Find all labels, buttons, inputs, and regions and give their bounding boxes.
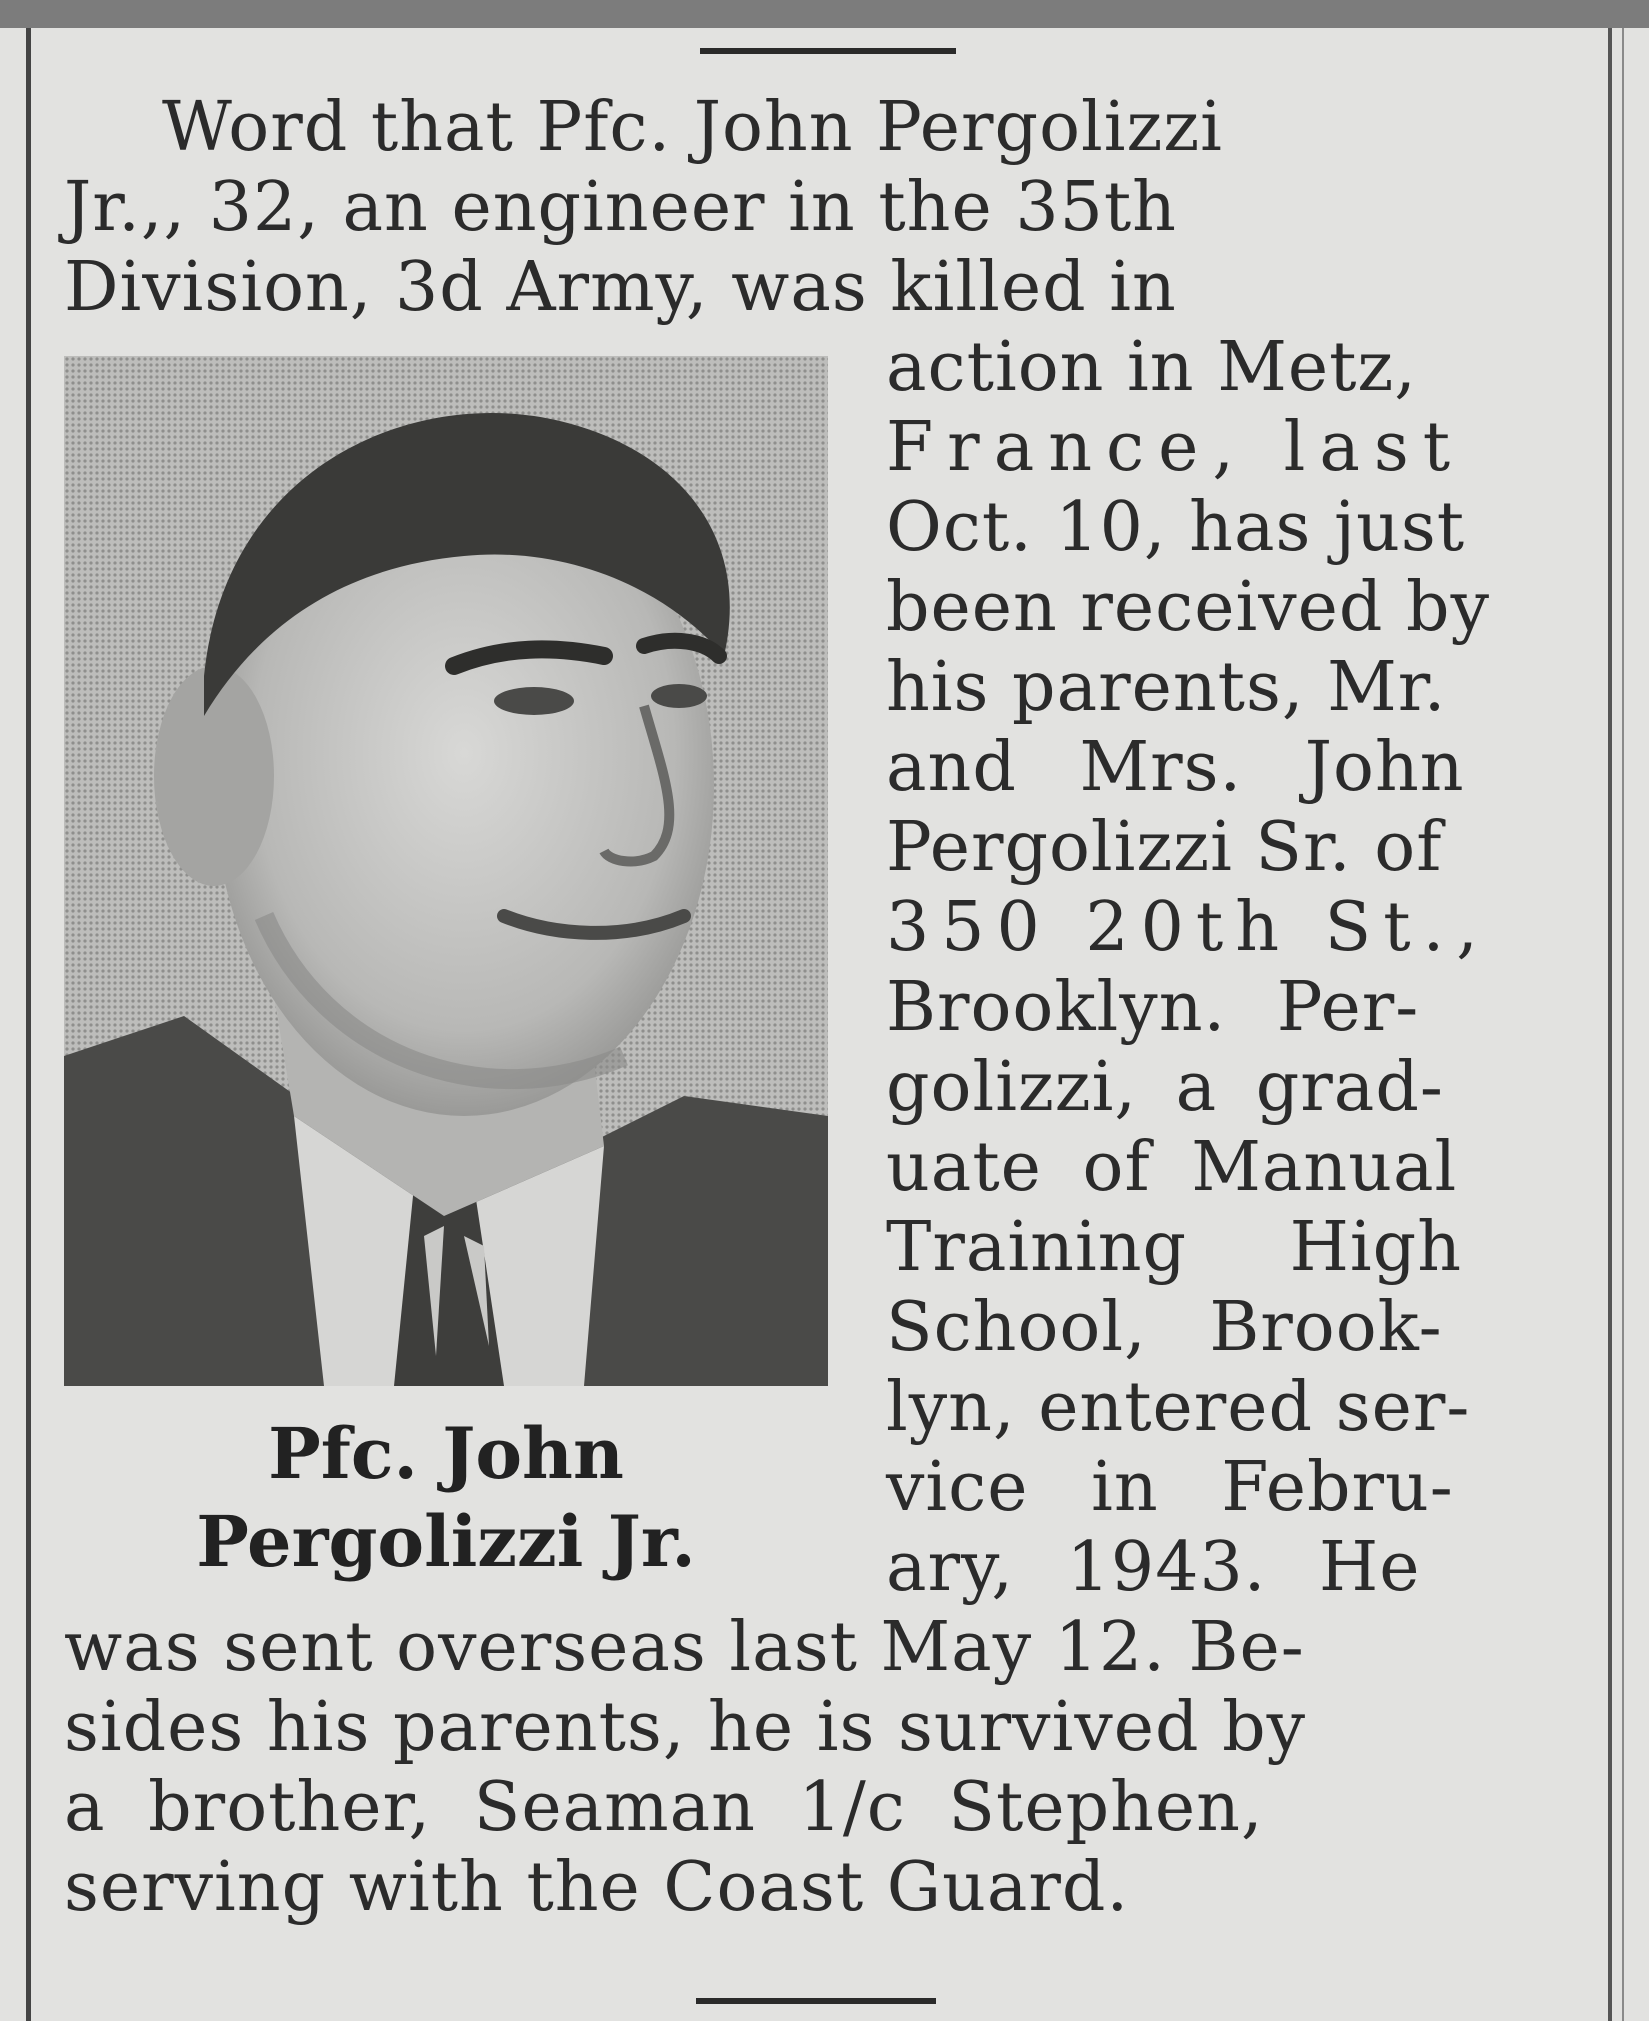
article-line-text: action in Metz, bbox=[886, 328, 1417, 407]
article-line-text: vice in Febru- bbox=[886, 1448, 1454, 1527]
article-line-text: uate of Manual bbox=[886, 1128, 1458, 1207]
article-line-text: lyn, entered ser- bbox=[886, 1368, 1471, 1447]
article-line-1 bbox=[162, 88, 1574, 168]
article-line-text: 350 20th St., bbox=[886, 888, 1490, 967]
column-rule-right-outer bbox=[1622, 28, 1624, 2021]
article-line-text: a brother, Seaman 1/c Stephen, bbox=[64, 1768, 1264, 1847]
article-wrap-line-6 bbox=[886, 728, 1574, 808]
article-line-text: Oct. 10, has just bbox=[886, 488, 1466, 567]
column-rule-right bbox=[1608, 28, 1612, 2021]
article-line-text: Division, 3d Army, was killed in bbox=[64, 248, 1177, 327]
article-line-text: his parents, Mr. bbox=[886, 648, 1447, 727]
article-line-text: School, Brook- bbox=[886, 1288, 1443, 1367]
photo-caption bbox=[64, 1410, 828, 1586]
article-line-3 bbox=[64, 248, 1574, 328]
article-wrap-line-4 bbox=[886, 568, 1574, 648]
article-line-text: sides his parents, he is survived by bbox=[64, 1688, 1307, 1767]
section-divider-bottom bbox=[696, 1998, 936, 2004]
article-line-text: been received by bbox=[886, 568, 1490, 647]
article-close-line-2 bbox=[64, 1688, 1574, 1768]
article-line-text: was sent overseas last May 12. Be- bbox=[64, 1608, 1305, 1687]
article-wrap-line-5 bbox=[886, 648, 1574, 728]
section-divider-top bbox=[700, 48, 956, 54]
article-wrap-line-9 bbox=[886, 968, 1574, 1048]
article-line-text: golizzi, a grad- bbox=[886, 1048, 1444, 1127]
article-wrap-line-10 bbox=[886, 1048, 1574, 1128]
window-top-bar bbox=[0, 0, 1649, 28]
column-rule-left bbox=[26, 28, 31, 2021]
article-wrap-line-11 bbox=[886, 1128, 1574, 1208]
article-line-text: Brooklyn. Per- bbox=[886, 968, 1420, 1047]
article-line-text: France, last bbox=[886, 408, 1465, 487]
article-wrap-line-13 bbox=[886, 1288, 1574, 1368]
article-wrap-line-7 bbox=[886, 808, 1574, 888]
article-wrap-line-3 bbox=[886, 488, 1574, 568]
article-line-text: Jr.,, 32, an engineer in the 35th bbox=[64, 168, 1177, 247]
article-line-text: Training High bbox=[886, 1208, 1463, 1287]
article-close-line-4 bbox=[64, 1848, 1574, 1928]
article-wrap-line-16 bbox=[886, 1528, 1574, 1608]
portrait-photo bbox=[64, 356, 828, 1386]
article-line-text: and Mrs. John bbox=[886, 728, 1465, 807]
article-line-text: Pergolizzi Sr. of bbox=[886, 808, 1443, 887]
article-wrap-line-12 bbox=[886, 1208, 1574, 1288]
article-wrap-line-1 bbox=[886, 328, 1574, 408]
article-line-text: ary, 1943. He bbox=[886, 1528, 1421, 1607]
caption-line-1: Pfc. John bbox=[268, 1412, 624, 1495]
article-line-text: serving with the Coast Guard. bbox=[64, 1848, 1130, 1927]
article-wrap-line-15 bbox=[886, 1448, 1574, 1528]
article-line-2 bbox=[64, 168, 1574, 248]
article-close-line-1 bbox=[64, 1608, 1574, 1688]
article-close-line-3 bbox=[64, 1768, 1574, 1848]
article-line-text: Word that Pfc. John Pergolizzi bbox=[162, 88, 1223, 167]
caption-line-2: Pergolizzi Jr. bbox=[196, 1500, 696, 1583]
article-wrap-line-14 bbox=[886, 1368, 1574, 1448]
article-wrap-line-8 bbox=[886, 888, 1574, 968]
article-wrap-line-2 bbox=[886, 408, 1574, 488]
